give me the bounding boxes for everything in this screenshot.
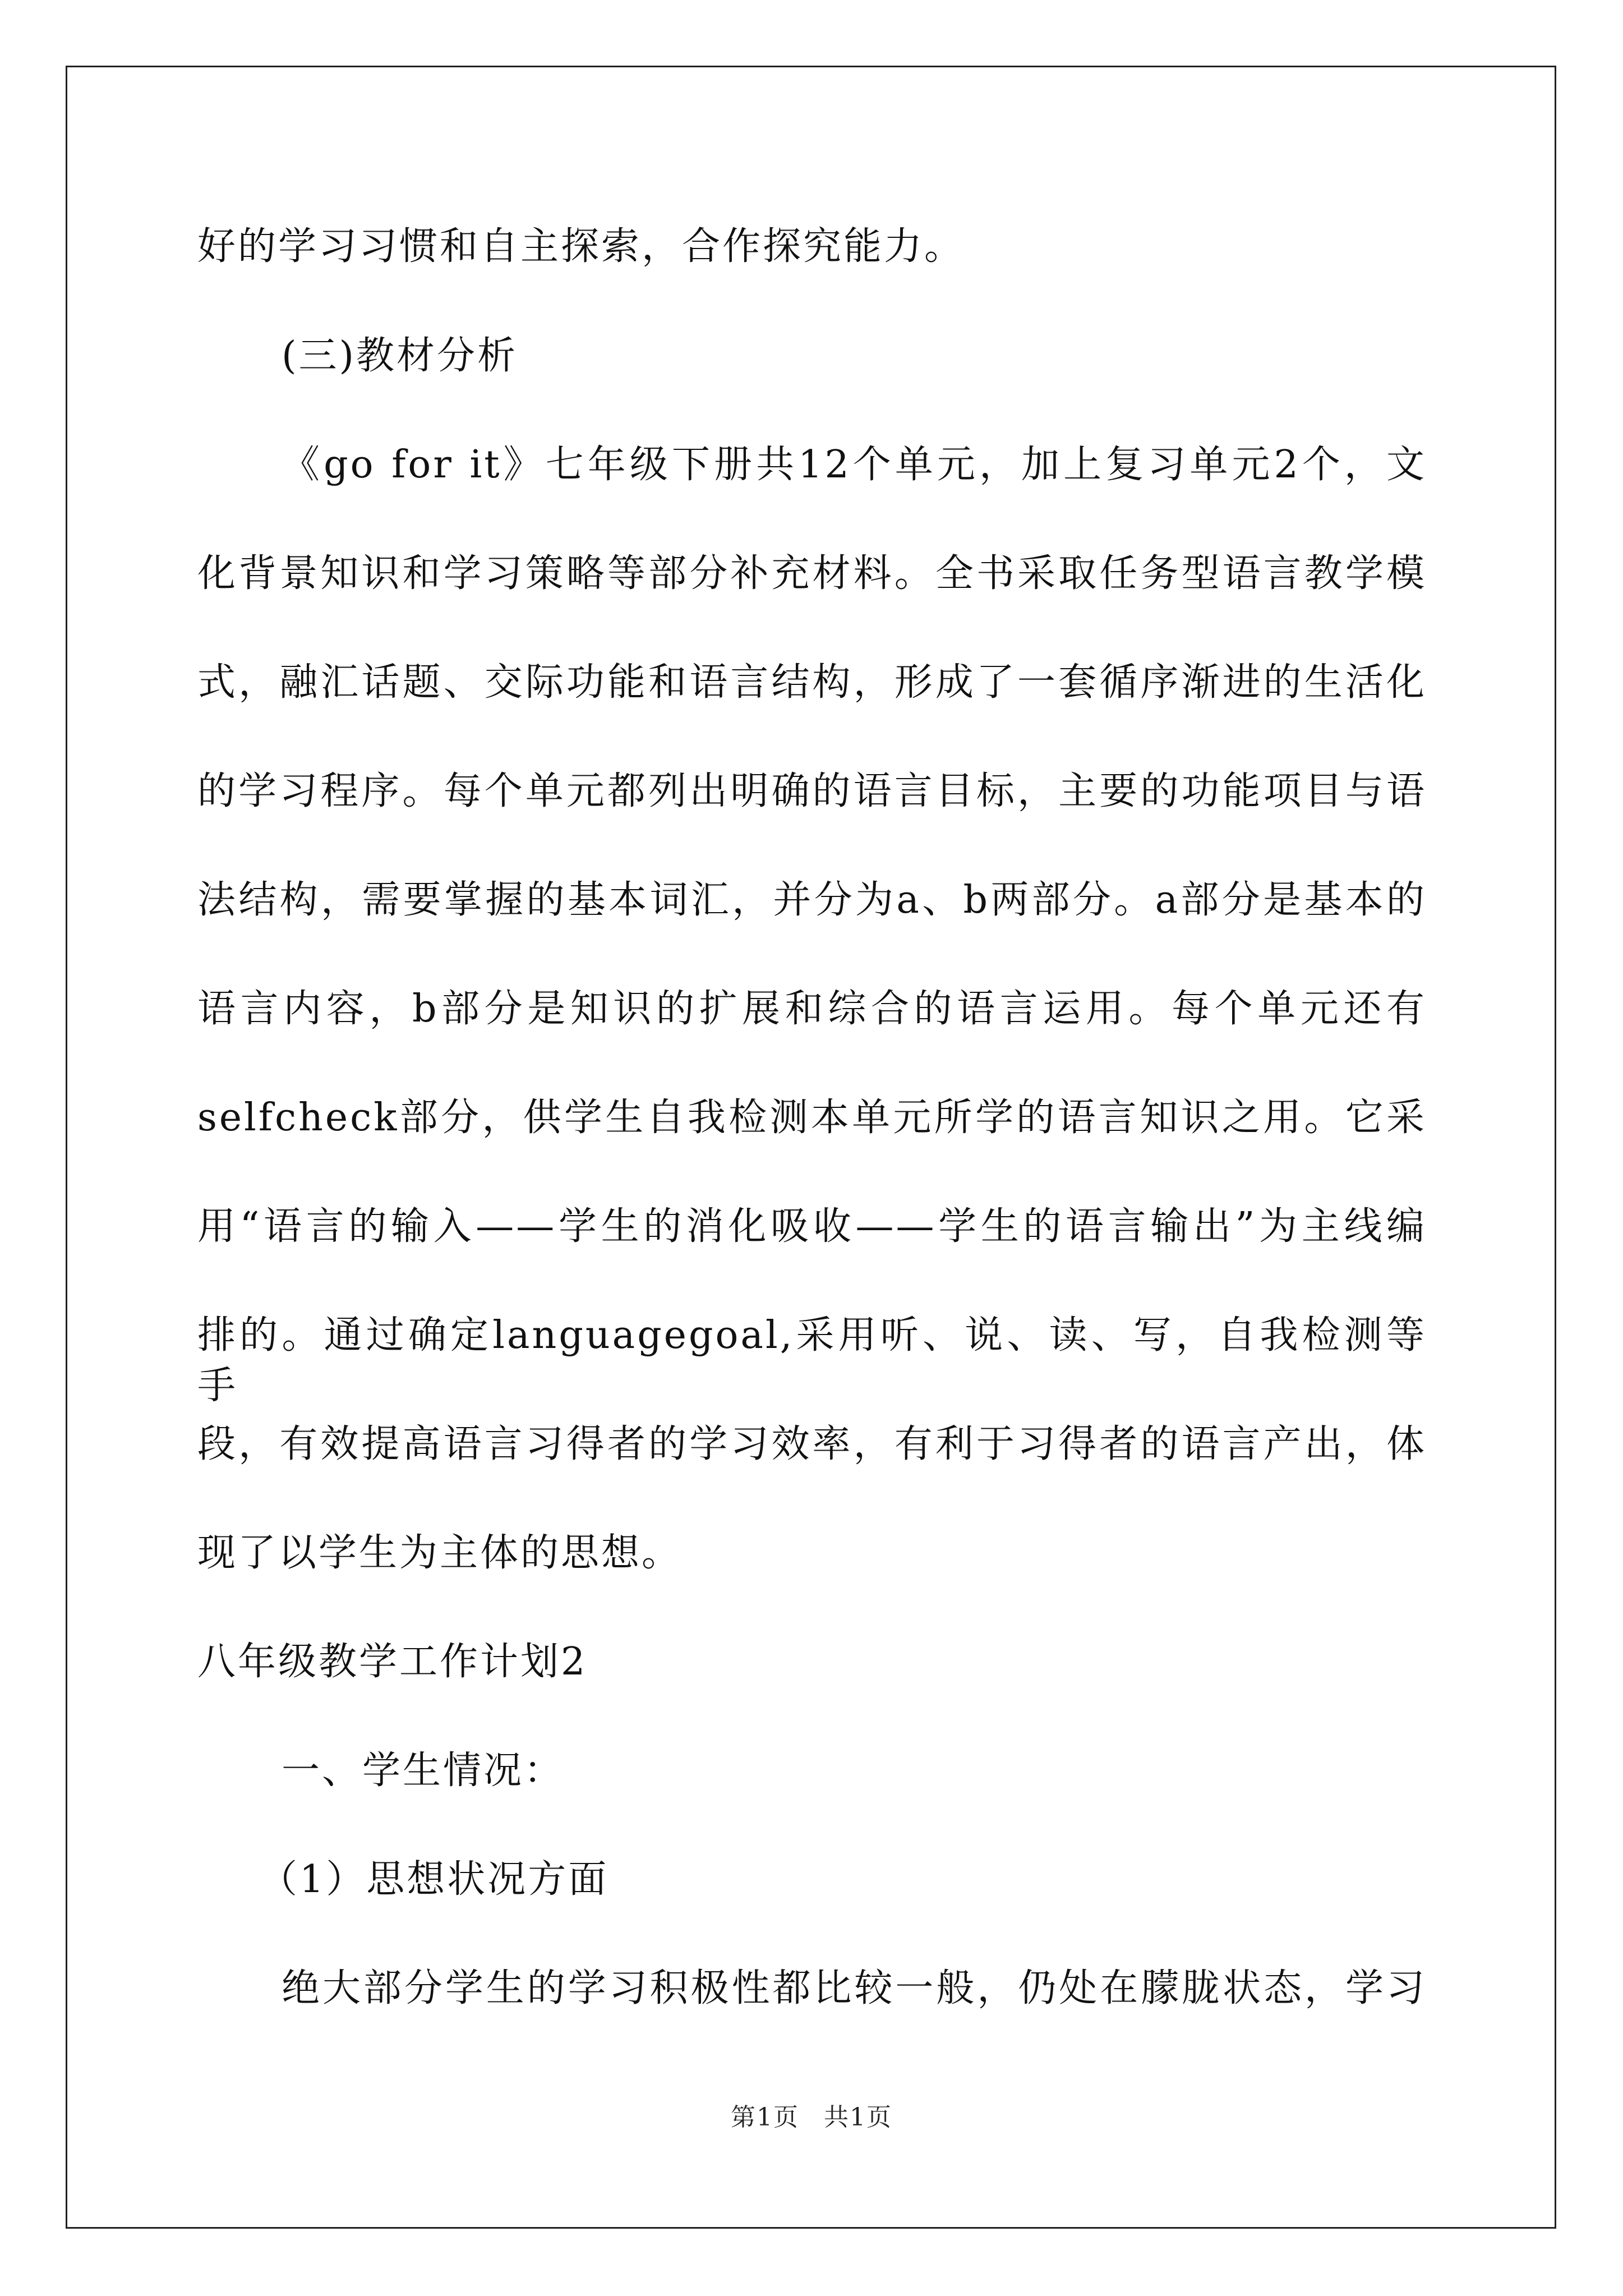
text-line-4: 化背景知识和学习策略等部分补充材料。全书采取任务型语言教学模: [197, 551, 1427, 596]
section-heading-materials: (三)教材分析: [282, 334, 518, 378]
text-line-10: 用“语言的输入——学生的消化吸收——学生的语言输出”为主线编: [197, 1204, 1427, 1249]
section-title-plan-2: 八年级教学工作计划2: [197, 1640, 588, 1684]
text-line-8: 语言内容，b部分是知识的扩展和综合的语言运用。每个单元还有: [197, 987, 1427, 1031]
text-line-6: 的学习程序。每个单元都列出明确的语言目标，主要的功能项目与语: [197, 769, 1427, 813]
page-number: 第1页: [731, 2103, 799, 2132]
text-line-13: 现了以学生为主体的思想。: [197, 1531, 683, 1575]
text-line-1: 好的学习习惯和自主探索，合作探究能力。: [197, 224, 965, 269]
text-line-7: 法结构，需要掌握的基本词汇，并分为a、b两部分。a部分是基本的: [197, 878, 1427, 922]
subsection-heading-thinking: （1）思想状况方面: [259, 1857, 609, 1902]
text-line-11: 排的。通过确定languagegoal,采用听、说、读、写，自我检测等手: [197, 1313, 1427, 1408]
section-heading-students: 一、学生情况：: [282, 1749, 565, 1793]
text-line-12: 段，有效提高语言习得者的学习效率，有利于习得者的语言产出，体: [197, 1422, 1427, 1466]
text-line-17: 绝大部分学生的学习积极性都比较一般，仍处在朦胧状态，学习: [282, 1966, 1427, 2010]
page-footer: [0, 2101, 1623, 2134]
text-line-3: 《go for it》七年级下册共12个单元，加上复习单元2个，文: [282, 443, 1427, 487]
text-line-5: 式，融汇话题、交际功能和语言结构，形成了一套循序渐进的生活化: [197, 660, 1427, 705]
text-line-9: selfcheck部分，供学生自我检测本单元所学的语言知识之用。它采: [197, 1096, 1427, 1140]
page-total: 共1页: [824, 2103, 892, 2132]
